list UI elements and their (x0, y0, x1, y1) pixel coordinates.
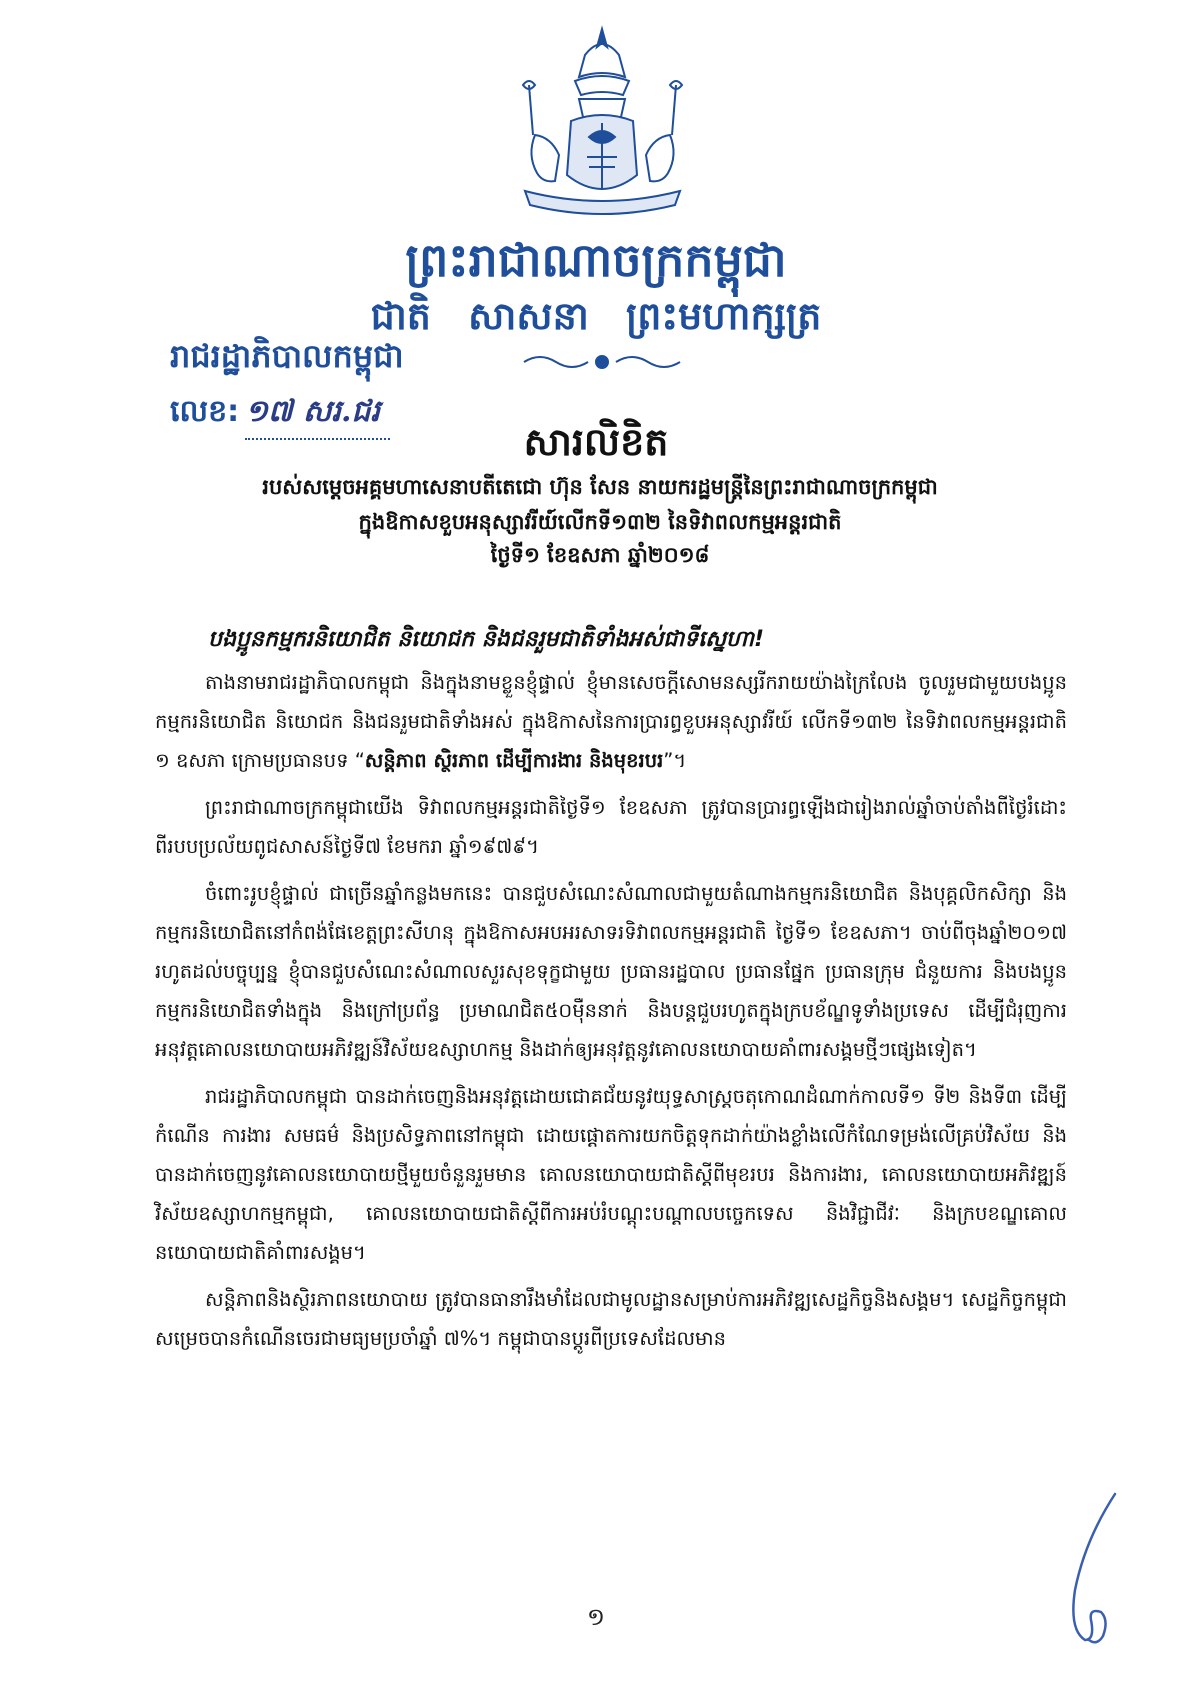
subtitle-line-2: ក្នុងឱកាសខួបអនុស្សាវរីយ៍លើកទី១៣២ នៃទិវាពលកម្មអន្តរជាតិ (358, 510, 842, 534)
kingdom-title: ព្រះរាជាណាចក្រកម្ពុជា (405, 233, 787, 287)
document-title: សារលិខិត (523, 420, 669, 464)
paragraph-1-end: ”។ (663, 749, 687, 772)
paragraph-3: ចំពោះរូបខ្ញុំផ្ទាល់ ជាច្រើនឆ្នាំកន្លងមកនេះ បានជួបសំណេះសំណាលជាមួយតំណាងកម្មករនិយោជិត និងបុគ្គលិកសិក្សា និងកម្មករនិយោជិតនៅកំពង់ផែខេត្តព្រះសីហនុ ក្នុងឱកាសអបអរសាទរទិវាពលកម្មអន្តរជាតិ ថ្ងៃទី១ ខែឧសភា។ ចាប់ពីចុងឆ្នាំ២០១៧ រហូតដល់បច្ចុប្បន្ន ខ្ញុំបានជួបសំណេះសំណាលសួរសុខទុក្ខជាមួយ ប្រធានរដ្ឋបាល ប្រធានផ្នែក ប្រធានក្រុម ជំនួយការ និងបងប្អូនកម្មករនិយោជិតទាំងក្នុង និងក្រៅប្រព័ន្ធ ប្រមាណជិត៥០ម៉ឺននាក់ និងបន្តជួបរហូតក្នុងក្របខ័ណ្ឌទូទាំងប្រទេស ដើម្បីជំរុញការអនុវត្តគោលនយោបាយអភិវឌ្ឍន៍វិស័យឧស្សាហកម្ម និងដាក់ឲ្យអនុវត្តនូវគោលនយោបាយគាំពារសង្គមថ្មីៗផ្សេងទៀត។ (155, 882, 1067, 1061)
paragraph-4: រាជរដ្ឋាភិបាលកម្ពុជា បានដាក់ចេញនិងអនុវត្តដោយជោគជ័យនូវយុទ្ធសាស្ត្រចតុកោណដំណាក់កាលទី១ ទី២ និងទី៣ ដើម្បីកំណើន ការងារ សមធម៌ និងប្រសិទ្ធភាពនៅកម្ពុជា ដោយផ្តោតការយកចិត្តទុកដាក់យ៉ាងខ្លាំងលើកំណែទម្រង់លើគ្រប់វិស័យ និងបានដាក់ចេញនូវគោលនយោបាយថ្មីមួយចំនួនរួមមាន គោលនយោបាយជាតិស្តីពីមុខរបរ និងការងារ, គោលនយោបាយអភិវឌ្ឍន៍វិស័យឧស្សាហកម្មកម្ពុជា, គោលនយោបាយជាតិស្តីពីការអប់រំបណ្តុះបណ្តាលបច្ចេកទេស និងវិជ្ជាជីវៈ និងក្របខណ្ឌគោលនយោបាយជាតិគាំពារសង្គម។ (155, 1085, 1067, 1264)
subtitle-line-1: របស់សម្តេចអគ្គមហាសេនាបតីតេជោ ហ៊ុន សែន នាយករដ្ឋមន្ត្រីនៃព្រះរាជាណាចក្រកម្ពុជា (262, 475, 938, 499)
government-name: រាជរដ្ឋាភិបាលកម្ពុជា (170, 337, 404, 375)
subtitle-date: ថ្ងៃទី១ ខែឧសភា ឆ្នាំ២០១៨ (490, 543, 710, 567)
salutation: បងប្អូនកម្មករនិយោជិត និយោជក និងជនរួមជាតិទាំងអស់ជាទីស្នេហា! (208, 627, 765, 652)
reference-value: ១៧ សរ.ជរ (245, 392, 390, 440)
decorative-flourish-icon (520, 350, 685, 374)
paragraph-1-theme: សន្តិភាព ស្ថិរភាព ដើម្បីការងារ និងមុខរបរ (364, 749, 664, 772)
paragraph-1-text: តាងនាមរាជរដ្ឋាភិបាលកម្ពុជា និងក្នុងនាមខ្លួនខ្ញុំផ្ទាល់ ខ្ញុំមានសេចក្តីសោមនស្សរីករាយយ៉ាងក្រៃលែង ចូលរួមជាមួយបងប្អូនកម្មករនិយោជិត និយោជក និងជនរួមជាតិទាំងអស់ ក្នុងឱកាសនៃការប្រារព្ធខួបអនុស្សាវរីយ៍ លើកទី១៣២ នៃទិវាពលកម្មអន្តរជាតិ ១ ឧសភា ក្រោមប្រធានបទ “ (155, 671, 1067, 772)
paragraph-5: សន្តិភាពនិងស្ថិរភាពនយោបាយ ត្រូវបានធានារឹងមាំដែលជាមូលដ្ឋានសម្រាប់ការអភិវឌ្ឍសេដ្ឋកិច្ចនិងសង្គម។ សេដ្ឋកិច្ចកម្ពុជាសម្រេចបានកំណើនចេរជាមធ្យមប្រចាំឆ្នាំ ៧%។ កម្ពុជាបានប្តូរពីប្រទេសដែលមាន (155, 1288, 1067, 1350)
reference-label: លេខ: (170, 394, 240, 429)
national-motto: ជាតិ សាសនា ព្រះមហាក្សត្រ (370, 294, 822, 338)
paragraph-2: ព្រះរាជាណាចក្រកម្ពុជាយើង ទិវាពលកម្មអន្តរជាតិថ្ងៃទី១ ខែឧសភា ត្រូវបានប្រារព្ធឡើងជារៀងរាល់ឆ្នាំចាប់តាំងពីថ្ងៃរំដោះពីរបបប្រល័យពូជសាសន៍ថ្ងៃទី៧ ខែមករា ឆ្នាំ១៩៧៩។ (155, 796, 1067, 858)
page-number: ១ (586, 1603, 606, 1631)
letter-body (155, 663, 1067, 1366)
royal-coat-of-arms-icon (515, 25, 690, 225)
paragraph-1 (155, 663, 1067, 780)
handwritten-signature-icon (1045, 1490, 1125, 1650)
